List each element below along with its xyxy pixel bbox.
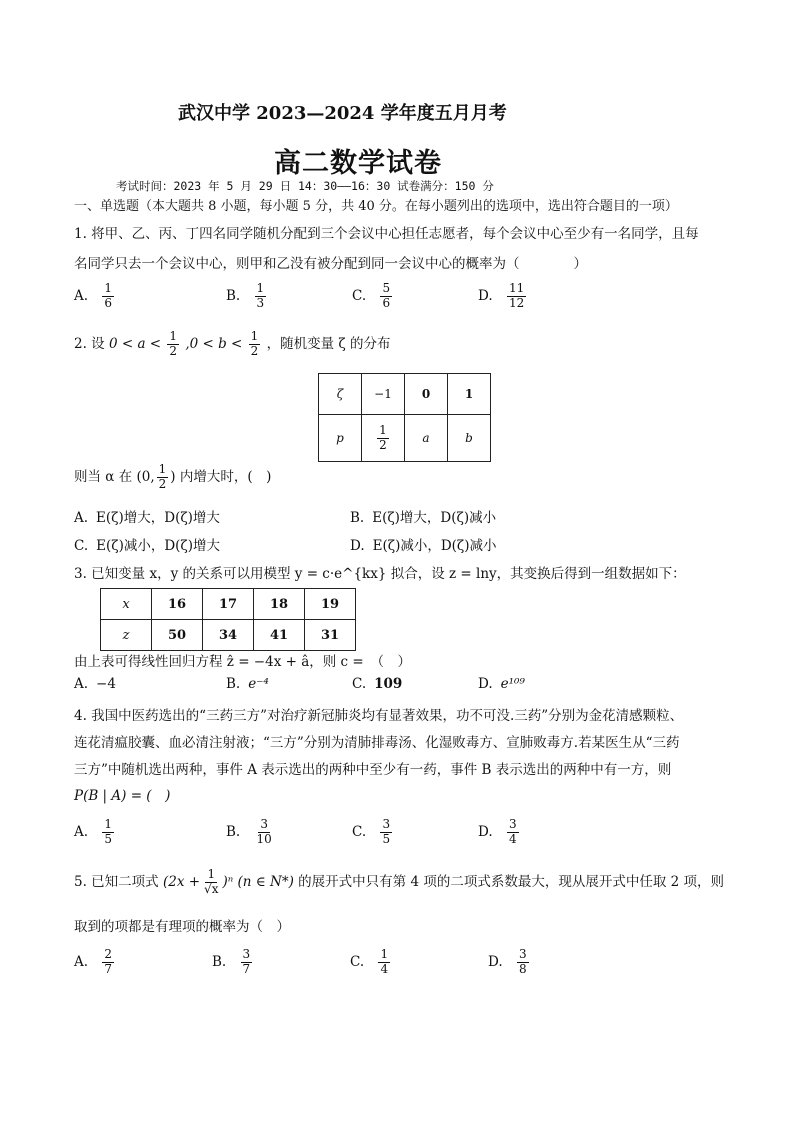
table-cell: 41 xyxy=(254,620,305,651)
table-cell: 34 xyxy=(203,620,254,651)
q2-condition: 则当 α 在 (0, $\frac{1}{2}$ ) 内增大时，( ) xyxy=(74,462,272,491)
q3-option-b[interactable]: B. e⁻⁴ xyxy=(226,676,269,692)
q3-stem: 3. 已知变量 x，y 的关系可以用模型 y = c·e^{kx} 拟合，设 z = lny，其变换后得到一组数据如下： xyxy=(74,566,686,582)
table-cell: 50 xyxy=(152,620,203,651)
paper-title: 高二数学试卷 xyxy=(274,148,442,179)
q3-option-d[interactable]: D. e¹⁰⁹ xyxy=(478,676,525,692)
q2-option-b[interactable]: B. E(ζ)增大，D(ζ)减小 xyxy=(350,510,497,526)
table-cell: 19 xyxy=(305,589,356,620)
q2-option-c[interactable]: C. E(ζ)减小，D(ζ)增大 xyxy=(74,538,221,554)
q4-option-a[interactable]: A. $\frac{1}{5}$ xyxy=(74,817,112,846)
table-cell: ζ xyxy=(319,374,362,415)
q5-option-a[interactable]: A. $\frac{2}{7}$ xyxy=(74,947,112,976)
table-cell: 0 xyxy=(405,374,448,415)
q4-line2: 连花清瘟胶囊、血必清注射液；“三方”分别为清肺排毒汤、化湿败毒方、宣肺败毒方.若某医生从“三药 xyxy=(74,735,680,751)
table-cell: 16 xyxy=(152,589,203,620)
q4-option-d[interactable]: D. $\frac{3}{4}$ xyxy=(478,817,517,846)
q1-option-c[interactable] xyxy=(352,282,394,311)
q1-line2: 名同学只去一个会议中心，则甲和乙没有被分配到同一会议中心的概率为（ ） xyxy=(74,256,587,272)
q1-line1: 1. 将甲、乙、丙、丁四名同学随机分配到三个会议中心担任志愿者，每个会议中心至少有一名同学，且每 xyxy=(74,226,699,242)
q3-option-c[interactable]: C. 109 xyxy=(352,676,403,692)
table-cell: x xyxy=(101,589,152,620)
table-cell: z xyxy=(101,620,152,651)
table-cell: 18 xyxy=(254,589,305,620)
q5-stem: 5. 已知二项式 (2x + $\frac{1}{√x}$ )ⁿ (n ∈ N*) 的展开式中只有第 4 项的二项式系数最大，现从展开式中任取 2 项，则 xyxy=(74,867,725,896)
fraction: $\frac{11}{12}$ xyxy=(508,281,525,310)
table-cell: p xyxy=(319,415,362,462)
q5-option-b[interactable]: B. $\frac{3}{7}$ xyxy=(212,947,251,976)
distribution-table xyxy=(318,373,491,462)
exam-info: 考试时间：2023 年 5 月 29 日 14：30——16：30 试卷满分：150 分 xyxy=(116,179,494,193)
fraction: $\frac{1}{3}$ xyxy=(256,281,265,310)
table-cell: 17 xyxy=(203,589,254,620)
q1-option-d[interactable] xyxy=(478,282,528,311)
table-cell: b xyxy=(448,415,491,462)
table-cell: 1 xyxy=(448,374,491,415)
table-cell: 31 xyxy=(305,620,356,651)
q2-option-d[interactable]: D. E(ζ)减小，D(ζ)减小 xyxy=(350,538,497,554)
table-cell: a xyxy=(405,415,448,462)
table-cell: $\frac{1}{2}$ xyxy=(362,415,405,462)
option-letter: B. xyxy=(226,287,241,304)
fraction: $\frac{5}{6}$ xyxy=(382,281,391,310)
q3-regression-line: 由上表可得线性回归方程 ẑ = −4x + â，则 c = （ ） xyxy=(74,654,411,670)
q1-option-b[interactable] xyxy=(226,282,268,311)
data-table xyxy=(100,588,356,651)
table-cell: −1 xyxy=(362,374,405,415)
q3-option-a[interactable]: A. −4 xyxy=(74,676,116,692)
option-letter: C. xyxy=(352,287,367,304)
q5-option-c[interactable]: C. $\frac{1}{4}$ xyxy=(350,947,389,976)
q1-option-a[interactable] xyxy=(74,282,116,311)
q4-line4: P(B | A) = ( ) xyxy=(74,788,171,804)
option-letter: A. xyxy=(74,287,89,304)
school-title: 武汉中学 2023—2024 学年度五月月考 xyxy=(178,103,507,124)
q4-line3: 三方”中随机选出两种，事件 A 表示选出的两种中至少有一药，事件 B 表示选出的两种中有一方，则 xyxy=(74,762,672,778)
q2-stem: 2. 设 0 < a < $\frac{1}{2}$ ,0 < b < $\frac{1}{2}$ ，随机变量 ζ 的分布 xyxy=(74,329,391,358)
q4-option-c[interactable]: C. $\frac{3}{5}$ xyxy=(352,817,391,846)
section-heading: 一、单选题（本大题共 8 小题，每小题 5 分，共 40 分。在每小题列出的选项中，选出符合题目的一项） xyxy=(74,199,678,214)
q4-line1: 4. 我国中医药选出的“三药三方”对治疗新冠肺炎均有显著效果，功不可没.三药”分别为金花清感颗粒、 xyxy=(74,708,684,724)
q5-line2: 取到的项都是有理项的概率为（ ） xyxy=(74,919,290,935)
q5-option-d[interactable]: D. $\frac{3}{8}$ xyxy=(488,947,527,976)
option-letter: D. xyxy=(478,287,493,304)
fraction: $\frac{1}{6}$ xyxy=(104,281,112,310)
q2-option-a[interactable]: A. E(ζ)增大，D(ζ)增大 xyxy=(74,510,220,526)
q4-option-b[interactable]: B. $\frac{3}{10}$ xyxy=(226,817,272,846)
